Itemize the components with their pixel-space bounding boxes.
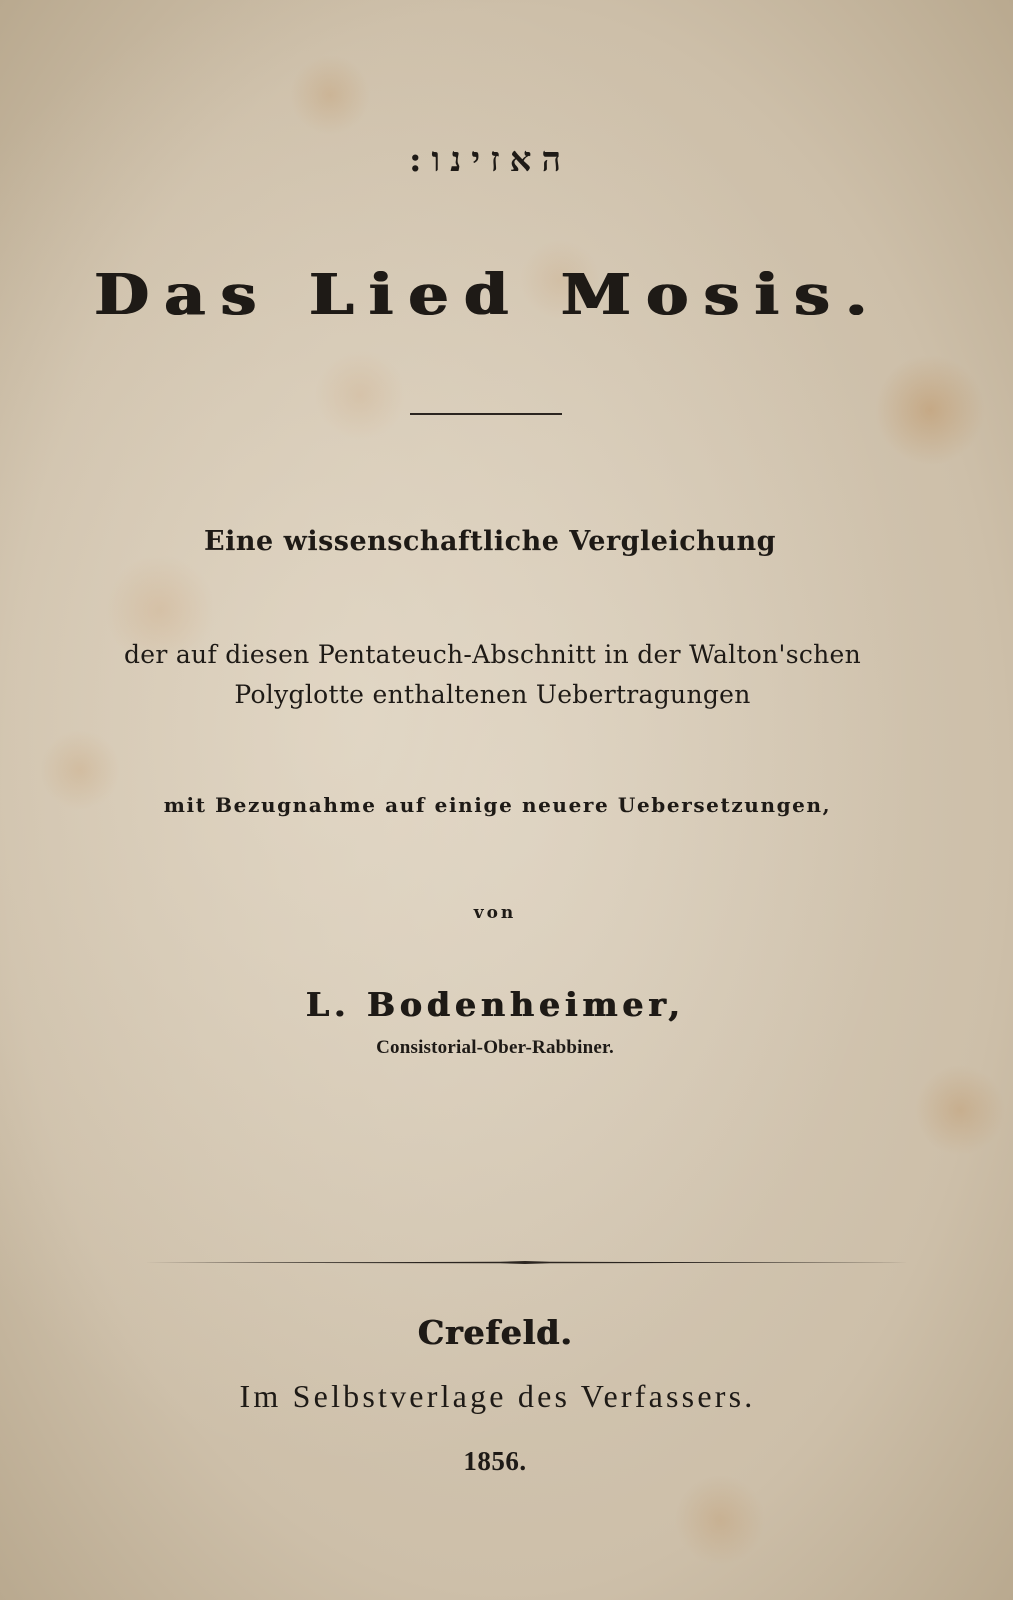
author-role: Consistorial-Ober-Rabbiner. xyxy=(376,1037,614,1058)
author-name: L. Bodenheimer, xyxy=(305,985,685,1024)
publisher: Im Selbstverlage des Verfassers. xyxy=(239,1378,756,1414)
bleed-through-shadow xyxy=(150,430,970,490)
description-line-1: der auf diesen Pentateuch-Abschnitt in der Walton'schen xyxy=(123,640,862,669)
description-line-3: mit Bezugnahme auf einige neuere Uebersetzungen, xyxy=(163,793,832,817)
description-line-2: Polyglotte enthaltenen Uebertragungen xyxy=(234,680,751,709)
long-divider-rule xyxy=(145,1261,908,1264)
publication-city: Crefeld. xyxy=(417,1313,573,1352)
publication-year: 1856. xyxy=(463,1446,527,1476)
hebrew-title: האזינו: xyxy=(408,140,572,180)
short-divider-rule xyxy=(410,413,562,415)
subtitle: Eine wissenschaftliche Vergleichung xyxy=(204,526,776,557)
by-word: von xyxy=(473,903,517,923)
main-title: Das Lied Mosis. xyxy=(93,262,882,328)
